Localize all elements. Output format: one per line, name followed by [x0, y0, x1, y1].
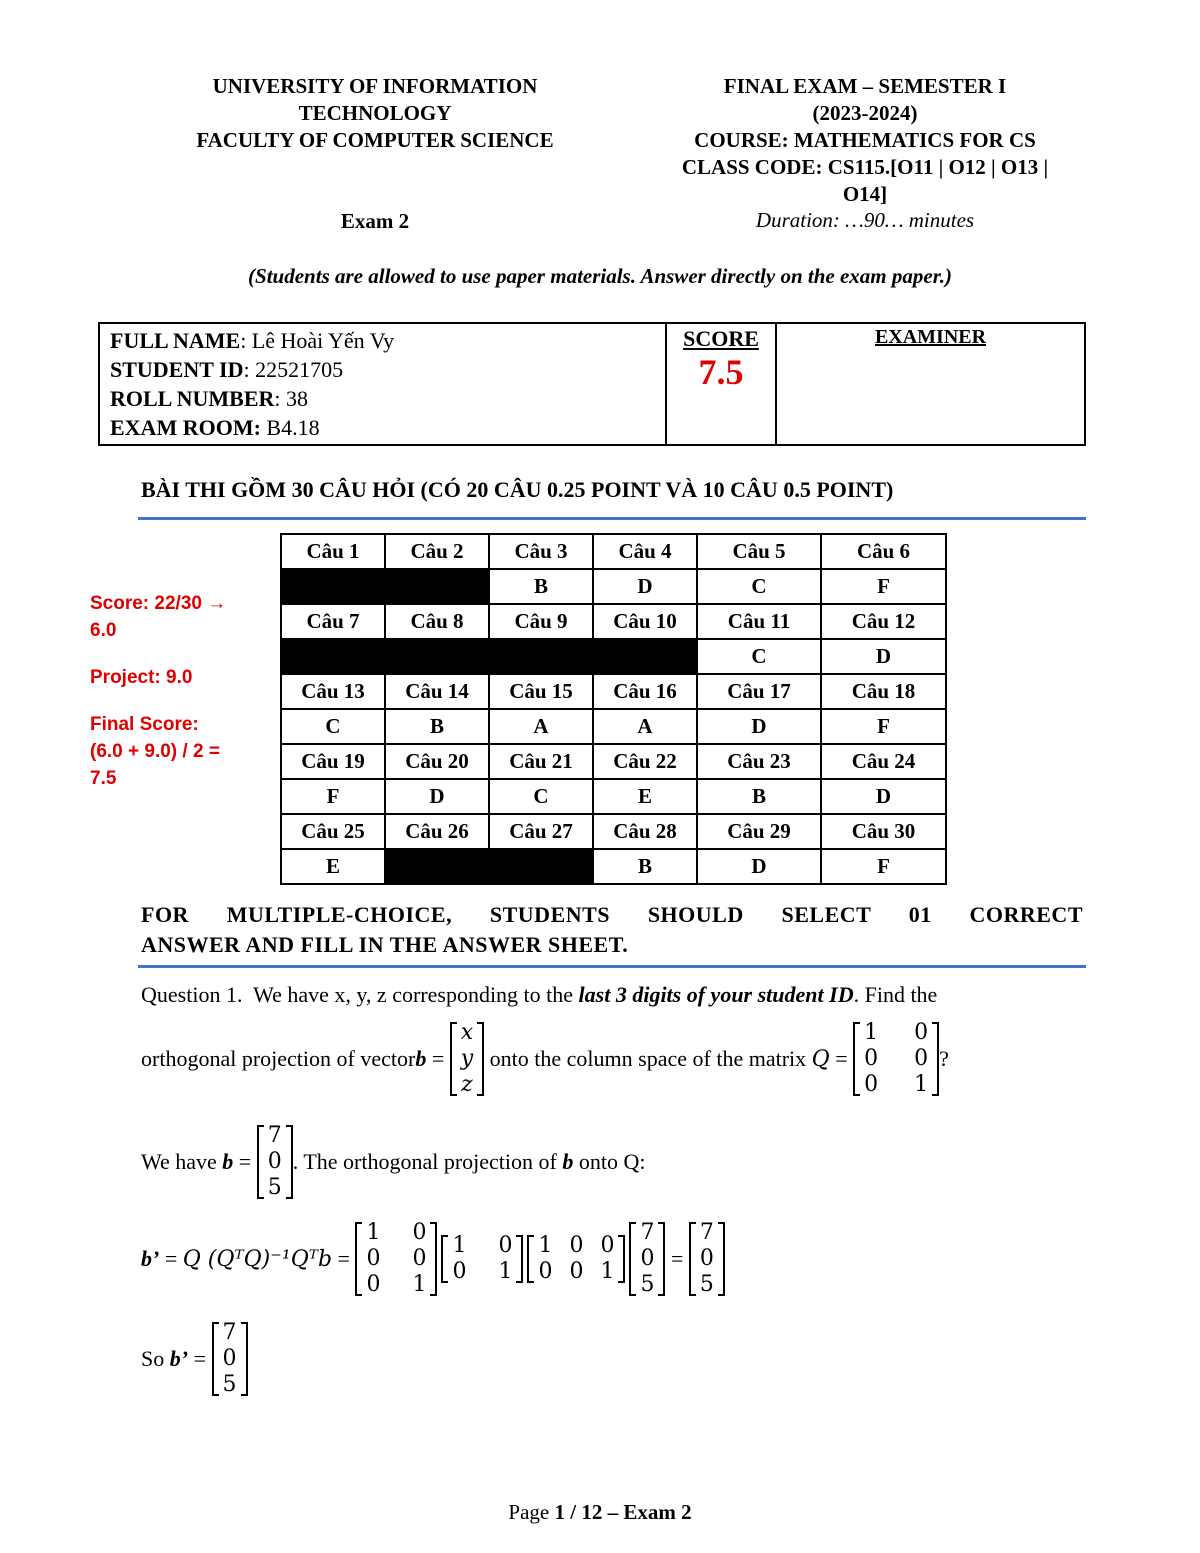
question-cell: Câu 23 — [697, 744, 821, 779]
matrix-q-transpose — [527, 1233, 625, 1285]
answer-cell: C — [697, 569, 821, 604]
table-row — [281, 569, 946, 604]
page-label: Page — [508, 1500, 555, 1524]
table-row — [281, 674, 946, 709]
vector-result — [212, 1320, 248, 1398]
score-note-1: Score: 22/30 → — [90, 593, 227, 614]
question-cell: Câu 27 — [489, 814, 593, 849]
answer-cell: E — [593, 779, 697, 814]
question1-text-b: last 3 digits of your student ID — [578, 982, 854, 1007]
question-cell: Câu 18 — [821, 674, 946, 709]
full-name-label: FULL NAME — [110, 328, 241, 353]
matrix-entry: x — [460, 1020, 474, 1045]
matrix-entry: 0 — [864, 1046, 879, 1071]
divider-1 — [138, 517, 1086, 520]
we-have-text: We have — [141, 1149, 223, 1174]
table-row — [281, 744, 946, 779]
matrix-entry: 0 — [366, 1272, 381, 1297]
examiner-cell — [776, 323, 1085, 445]
matrix-q — [355, 1220, 437, 1298]
b-symbol: b — [415, 1046, 427, 1071]
divider-2 — [138, 965, 1086, 968]
question1-text-a: We have x, y, z corresponding to the — [253, 982, 579, 1007]
table-row — [281, 639, 946, 674]
answer-cell: A — [593, 709, 697, 744]
matrix-entry: 0 — [498, 1233, 513, 1258]
question-cell: Câu 29 — [697, 814, 821, 849]
student-id-value: : 22521705 — [243, 357, 344, 382]
table-row — [281, 604, 946, 639]
formula-line — [141, 1215, 725, 1303]
answer-cell: B — [385, 709, 489, 744]
matrix-entry: 1 — [914, 1072, 929, 1097]
matrix-entry: 0 — [267, 1149, 282, 1174]
matrix-entry: 5 — [640, 1272, 655, 1297]
question-cell: Câu 4 — [593, 534, 697, 569]
class-code-1: CLASS CODE: CS115.[O11 | O12 | O13 | — [681, 155, 1049, 179]
final-note-2: (6.0 + 9.0) / 2 = — [90, 741, 220, 762]
question-cell: Câu 19 — [281, 744, 385, 779]
redacted-cell — [281, 569, 489, 604]
redacted-cell — [385, 849, 593, 884]
question1-text-d: orthogonal projection of vector — [141, 1046, 416, 1071]
matrix-entry: 0 — [538, 1259, 553, 1284]
matrix-entry: 5 — [222, 1372, 237, 1397]
question1-text-c: . Find the — [853, 982, 938, 1007]
page-number: 1 — [554, 1500, 565, 1524]
university-name-2: TECHNOLOGY — [298, 101, 452, 125]
table-row — [281, 814, 946, 849]
question-cell: Câu 11 — [697, 604, 821, 639]
question-cell: Câu 3 — [489, 534, 593, 569]
answer-cell: D — [593, 569, 697, 604]
answer-cell: B — [697, 779, 821, 814]
answer-cell: F — [821, 569, 946, 604]
equals-2: = — [829, 1046, 854, 1071]
question-cell: Câu 12 — [821, 604, 946, 639]
matrix-entry: 7 — [699, 1220, 714, 1245]
page-exam: – Exam 2 — [602, 1500, 692, 1524]
exam-year: (2023-2024) — [812, 101, 918, 125]
matrix-entry: 0 — [569, 1233, 584, 1258]
question-cell: Câu 2 — [385, 534, 489, 569]
score-cell — [666, 323, 776, 445]
equals-6: = — [665, 1246, 689, 1271]
matrix-entry: 0 — [569, 1259, 584, 1284]
equals-7: = — [188, 1346, 212, 1371]
answer-cell: E — [281, 849, 385, 884]
matrix-entry: 7 — [640, 1220, 655, 1245]
question-cell: Câu 17 — [697, 674, 821, 709]
matrix-entry: 0 — [412, 1246, 427, 1271]
class-code-2: O14] — [842, 182, 888, 206]
after-b-text: . The orthogonal projection of — [292, 1149, 563, 1174]
exam-header — [640, 73, 1090, 208]
answer-cell: D — [697, 709, 821, 744]
b-symbol: b — [562, 1149, 574, 1174]
question-cell: Câu 21 — [489, 744, 593, 779]
question-cell: Câu 13 — [281, 674, 385, 709]
b-prime-symbol: b’ — [169, 1346, 189, 1371]
equals-4: = — [159, 1246, 183, 1271]
question-cell: Câu 20 — [385, 744, 489, 779]
table-row — [281, 779, 946, 814]
answer-cell: F — [281, 779, 385, 814]
matrix-entry: 1 — [452, 1233, 467, 1258]
question-cell: Câu 7 — [281, 604, 385, 639]
matrix-entry: 5 — [699, 1272, 714, 1297]
table-row — [281, 534, 946, 569]
exam-title: FINAL EXAM – SEMESTER I — [723, 74, 1007, 98]
matrix-entry: 0 — [699, 1246, 714, 1271]
final-note-3: 7.5 — [90, 768, 117, 789]
section1-title: BÀI THI GỒM 30 CÂU HỎI (CÓ 20 CÂU 0.25 POINT VÀ 10 CÂU 0.5 POINT) — [141, 477, 894, 502]
question-cell: Câu 15 — [489, 674, 593, 709]
question-cell: Câu 25 — [281, 814, 385, 849]
answer-cell: D — [385, 779, 489, 814]
question-cell: Câu 16 — [593, 674, 697, 709]
question-cell: Câu 26 — [385, 814, 489, 849]
matrix-entry: z — [461, 1072, 473, 1097]
question-cell: Câu 1 — [281, 534, 385, 569]
onto-q-text: onto Q: — [573, 1149, 646, 1174]
examiner-label: EXAMINER — [874, 326, 987, 348]
matrix-entry: 0 — [864, 1072, 879, 1097]
matrix-entry: 1 — [864, 1020, 879, 1045]
page-footer — [0, 1500, 1200, 1525]
projection-formula: Q (QᵀQ)⁻¹Qᵀb — [182, 1246, 333, 1272]
exam-room-label: EXAM ROOM: — [110, 415, 261, 440]
question1-line2 — [141, 1014, 1091, 1104]
question1-text-e: onto the column space of the matrix — [484, 1046, 812, 1071]
so-text: So — [141, 1346, 170, 1371]
we-have-line — [141, 1120, 645, 1204]
answer-cell: A — [489, 709, 593, 744]
matrix-entry: 1 — [600, 1259, 615, 1284]
matrix-entry: y — [460, 1046, 474, 1071]
university-header — [150, 73, 600, 154]
grading-notes — [90, 590, 265, 792]
exam-duration: Duration: …90… minutes — [755, 208, 975, 232]
exam-room-value: B4.18 — [260, 415, 320, 440]
exam-note: (Students are allowed to use paper materials. Answer directly on the exam paper.) — [248, 264, 952, 288]
equals-3: = — [233, 1149, 257, 1174]
answer-cell: F — [821, 709, 946, 744]
matrix-qtq-inverse — [441, 1233, 523, 1285]
answer-table — [280, 533, 947, 885]
matrix-entry: 0 — [914, 1020, 929, 1045]
question-mark: ? — [939, 1046, 949, 1071]
vector-b — [629, 1220, 665, 1298]
question-cell: Câu 30 — [821, 814, 946, 849]
project-note: Project: 9.0 — [90, 667, 193, 688]
matrix-entry: 7 — [222, 1320, 237, 1345]
matrix-entry: 0 — [222, 1346, 237, 1371]
redacted-cell — [281, 639, 697, 674]
matrix-entry: 5 — [267, 1175, 282, 1200]
question-cell: Câu 24 — [821, 744, 946, 779]
roll-number-label: ROLL NUMBER — [110, 386, 275, 411]
question-cell: Câu 14 — [385, 674, 489, 709]
roll-number-value: : 38 — [274, 386, 309, 411]
b-symbol: b — [222, 1149, 234, 1174]
question-cell: Câu 5 — [697, 534, 821, 569]
matrix-entry: 1 — [412, 1272, 427, 1297]
matrix-entry: 0 — [640, 1246, 655, 1271]
university-name-1: UNIVERSITY OF INFORMATION — [212, 74, 538, 98]
matrix-entry: 7 — [267, 1123, 282, 1148]
q-symbol: Q — [811, 1046, 830, 1072]
course-name: COURSE: MATHEMATICS FOR CS — [694, 128, 1036, 152]
final-note-1: Final Score: — [90, 714, 199, 735]
answer-cell: C — [281, 709, 385, 744]
section2-title — [141, 900, 1083, 960]
score-note-2: 6.0 — [90, 620, 117, 641]
vector-b — [257, 1123, 293, 1201]
matrix-entry: 0 — [452, 1259, 467, 1284]
matrix-entry: 0 — [366, 1246, 381, 1271]
answer-cell: D — [821, 639, 946, 674]
exam-label: Exam 2 — [340, 209, 410, 233]
table-row — [281, 709, 946, 744]
question-cell: Câu 6 — [821, 534, 946, 569]
section2-title-line1: FOR MULTIPLE-CHOICE, STUDENTS SHOULD SELECT 01 CORRECT — [141, 902, 1083, 927]
equals-5: = — [332, 1246, 356, 1271]
table-row — [281, 849, 946, 884]
matrix-entry: 1 — [538, 1233, 553, 1258]
answer-cell: D — [821, 779, 946, 814]
score-label: SCORE — [683, 326, 759, 351]
question-cell: Câu 8 — [385, 604, 489, 639]
answer-cell: B — [489, 569, 593, 604]
answer-cell: C — [697, 639, 821, 674]
question1-label: Question 1. — [141, 982, 243, 1007]
full-name-value: : Lê Hoài Yến Vy — [240, 328, 395, 353]
answer-cell: F — [821, 849, 946, 884]
question1-line1 — [141, 982, 1086, 1008]
vector-xyz — [450, 1020, 484, 1098]
answer-cell: C — [489, 779, 593, 814]
question-cell: Câu 28 — [593, 814, 697, 849]
matrix-q — [853, 1020, 939, 1098]
matrix-entry: 1 — [498, 1259, 513, 1284]
matrix-entry: 0 — [412, 1220, 427, 1245]
answer-cell: D — [697, 849, 821, 884]
matrix-entry: 1 — [366, 1220, 381, 1245]
equals-1: = — [426, 1046, 450, 1071]
matrix-entry: 0 — [914, 1046, 929, 1071]
section2-title-line2: ANSWER AND FILL IN THE ANSWER SHEET. — [141, 932, 629, 957]
matrix-entry: 0 — [600, 1233, 615, 1258]
conclusion-line — [141, 1316, 248, 1402]
question-cell: Câu 10 — [593, 604, 697, 639]
answer-cell: B — [593, 849, 697, 884]
question-cell: Câu 22 — [593, 744, 697, 779]
score-value: 7.5 — [698, 352, 744, 392]
student-info-table — [98, 322, 1086, 446]
question-cell: Câu 9 — [489, 604, 593, 639]
student-info-cell — [99, 323, 666, 445]
page-total: 12 — [581, 1500, 603, 1524]
b-prime-symbol: b’ — [141, 1246, 160, 1271]
faculty-name: FACULTY OF COMPUTER SCIENCE — [196, 128, 554, 152]
student-id-label: STUDENT ID — [110, 357, 244, 382]
page-separator: / — [564, 1500, 582, 1524]
vector-result — [689, 1220, 725, 1298]
